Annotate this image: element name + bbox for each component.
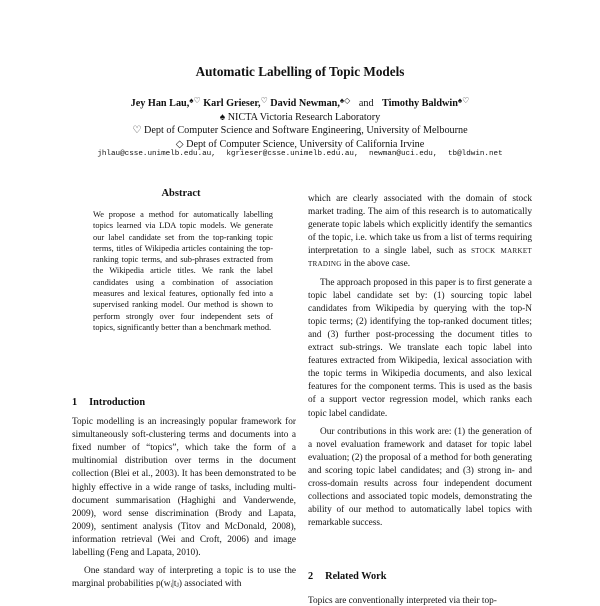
author-name: David Newman, bbox=[270, 98, 340, 109]
author-emails: jhlau@csse.unimelb.edu.au, kgrieser@csse.unimelb.edu.au, newman@uci.edu, tb@ldwin.net bbox=[97, 150, 503, 158]
body-text-cut: Topics are conventionally interpreted via their top- bbox=[308, 596, 497, 606]
author-names bbox=[0, 94, 600, 111]
section-heading-related-work bbox=[308, 571, 386, 582]
body-paragraph: The approach proposed in this paper is to first generate a topic label candidate set by: (1) sourcing topic label candidates from Wikipedia by querying with the top-N topic terms; (2) identifying the top-ranked document titles; and (3) further post-processing the document titles to extract sub-strings. We translate each topic label into features extracted from Wikipedia, lexical association with the topic terms in Wikipedia documents, and also lexical features for the component terms. This is used as the basis of a support vector regression model, which ranks each topic label candidate. bbox=[308, 277, 532, 419]
author-conjunction: and bbox=[358, 98, 374, 109]
body-text: which are clearly associated with the domain of stock market trading. The aim of this research is to automatically generate topic labels which explicitly identify the semantics of the topic, i.e. which take us from a list of terms requiring interpretation to a single label, such as bbox=[308, 194, 532, 257]
section-number: 2 bbox=[308, 571, 314, 582]
intro-paragraph: One standard way of interpreting a topic is to use the marginal probabilities p(wᵢ|tⱼ) associated with bbox=[72, 566, 296, 590]
section-heading-introduction bbox=[72, 396, 296, 409]
author-affiliation-symbol: ♡ bbox=[260, 96, 268, 105]
authors-block bbox=[0, 94, 600, 151]
affiliation: ♡ Dept of Computer Science and Software Engineering, University of Melbourne bbox=[132, 125, 468, 136]
body-text: in the above case. bbox=[343, 259, 411, 270]
author-name: Karl Grieser, bbox=[203, 98, 261, 109]
body-paragraph: Our contributions in this work are: (1) the generation of a novel evaluation framework and dataset for topic label evaluation; (2) the proposal of a method for both generating and scoring topic label candidates; and (3) strong in- and cross-domain results across four independent document collections and associated topic models, demonstrating the ability of our method to automatically label topics with remarkable success. bbox=[308, 426, 532, 529]
abstract-heading: Abstract bbox=[161, 188, 201, 199]
left-column bbox=[72, 396, 296, 591]
author-affiliation-symbol: ♠♡ bbox=[189, 96, 201, 105]
author-name: Timothy Baldwin bbox=[381, 98, 458, 109]
abstract-text: We propose a method for automatically labelling topics learned via LDA topic models. We generate our label candidate set from the top-ranking topic terms, titles of Wikipedia articles containing the top-ranking topic terms, and sub-phrases extracted from the Wikipedia article titles. We rank the label candidates using a combination of association measures and lexical features, optionally fed into a supervised ranking model. Our method is shown to perform strongly over four independent sets of topics, significantly better than a benchmark method. bbox=[93, 210, 273, 332]
paper-title: Automatic Labelling of Topic Models bbox=[195, 64, 405, 79]
example-label: stock market trading bbox=[308, 246, 532, 270]
body-paragraph bbox=[308, 193, 532, 272]
affiliation: ♠ NICTA Victoria Research Laboratory bbox=[219, 111, 381, 123]
section-title: Related Work bbox=[325, 571, 387, 582]
right-column bbox=[308, 193, 532, 530]
section-title: Introduction bbox=[89, 397, 146, 408]
author-affiliation-symbol: ♠◇ bbox=[339, 96, 351, 105]
author-name: Jey Han Lau, bbox=[130, 98, 190, 109]
intro-paragraph: Topic modelling is an increasingly popular framework for simultaneously soft-clustering terms and documents into a fixed number of “topics”, which take the form of a multinomial distribution over terms in the document collection (Blei et al., 2003). It has been demonstrated to be highly effective in a wide range of tasks, including multi-document summarisation (Haghighi and Vanderwende, 2009), word sense discrimination (Brody and Lapata, 2009), sentiment analysis (Titov and McDonald, 2008), information retrieval (Wei and Croft, 2006) and image labelling (Feng and Lapata, 2010). bbox=[72, 417, 296, 559]
author-affiliation-symbol: ♠♡ bbox=[457, 96, 470, 105]
section-number: 1 bbox=[72, 397, 78, 408]
affiliation: ◇ Dept of Computer Science, University of California Irvine bbox=[175, 138, 425, 150]
